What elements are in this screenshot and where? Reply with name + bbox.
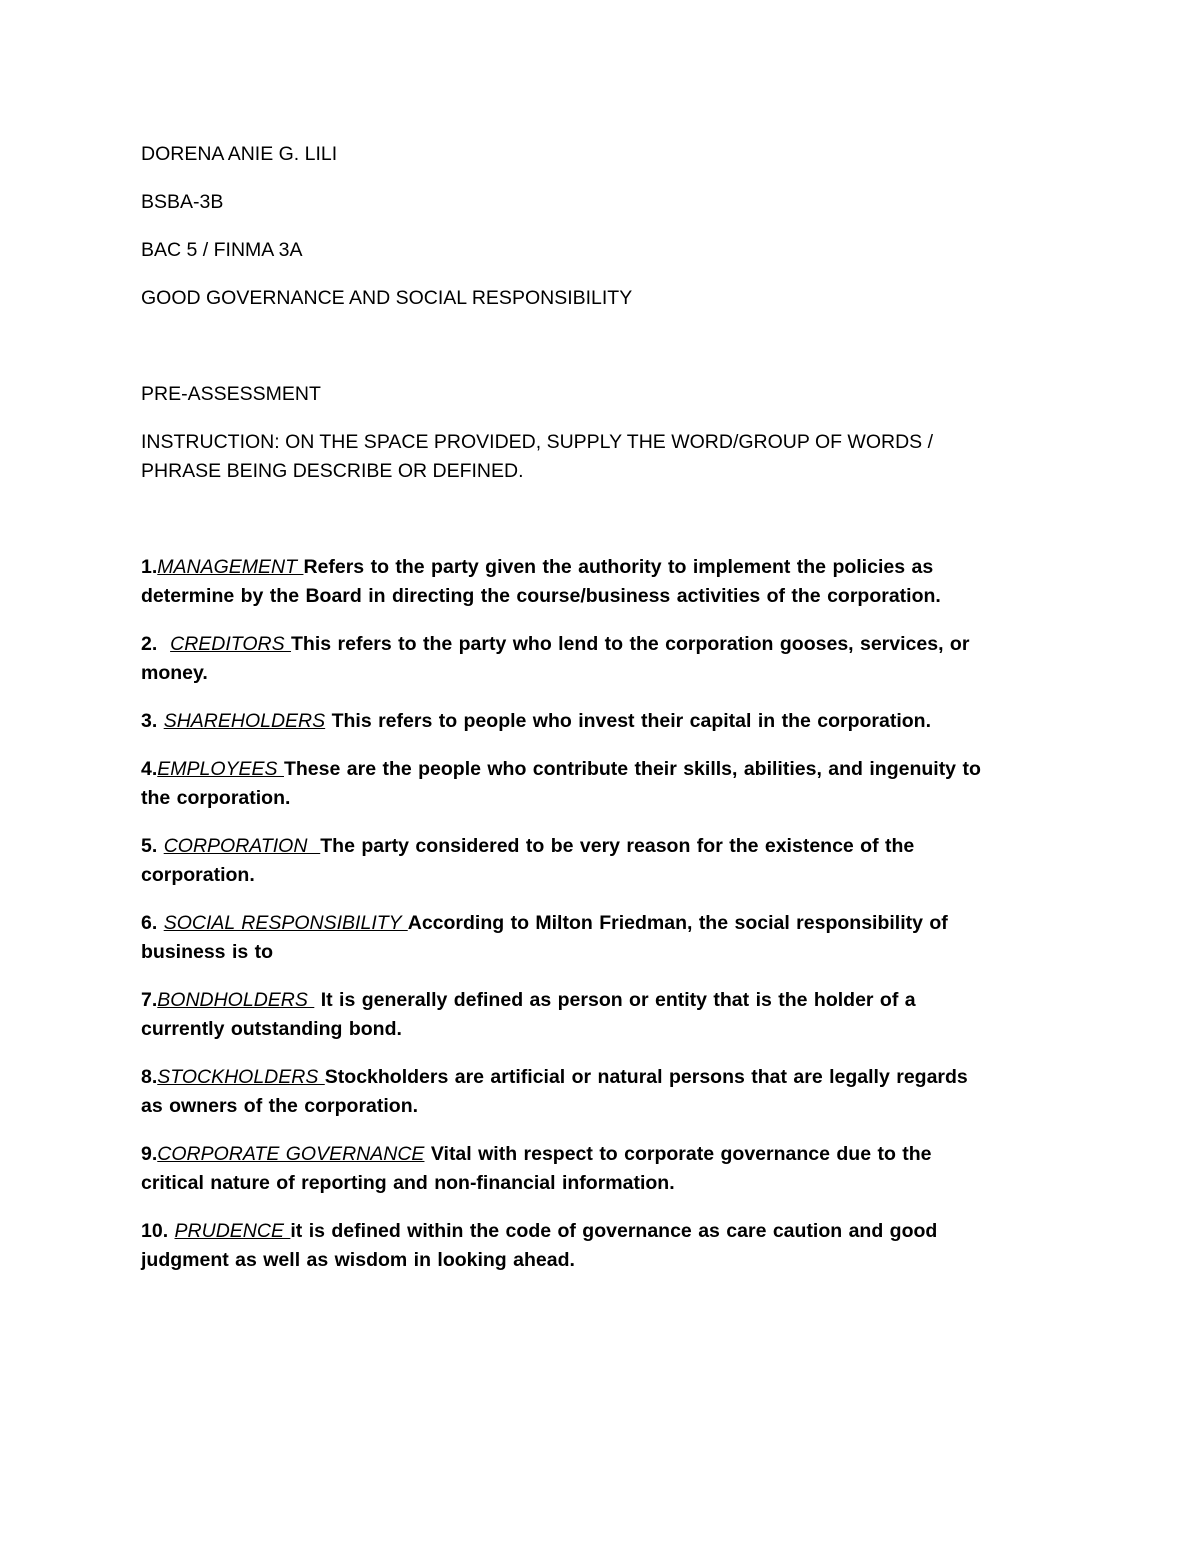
pre-assessment-heading: PRE-ASSESSMENT bbox=[141, 383, 321, 405]
definition-line-2: business is to bbox=[141, 941, 274, 963]
question-item bbox=[141, 755, 1071, 813]
answer-text: STOCKHOLDERS bbox=[157, 1066, 325, 1088]
definition-line-1: it is defined within the code of governance as care caution and good bbox=[290, 1220, 938, 1242]
answer-text: CORPORATION bbox=[163, 835, 321, 857]
definition-line-2: judgment as well as wisdom in looking ahead. bbox=[141, 1249, 575, 1271]
definition-line-1: According to Milton Friedman, the social responsibility of bbox=[407, 912, 948, 934]
instruction-line-2: PHRASE BEING DESCRIBE OR DEFINED. bbox=[141, 460, 524, 482]
instruction-text bbox=[141, 428, 1071, 486]
answer-text: SOCIAL RESPONSIBILITY bbox=[163, 912, 408, 934]
student-section: BSBA-3B bbox=[141, 191, 224, 213]
answer-text: BONDHOLDERS bbox=[157, 989, 315, 1011]
question-item bbox=[141, 707, 1071, 736]
student-name: DORENA ANIE G. LILI bbox=[141, 143, 338, 165]
question-item bbox=[141, 1217, 1071, 1275]
question-number: 1. bbox=[141, 556, 158, 578]
definition-line-1: Refers to the party given the authority to implement the policies as bbox=[303, 556, 934, 578]
question-number: 7. bbox=[141, 989, 158, 1011]
question-list bbox=[141, 553, 1071, 1275]
document-body bbox=[141, 140, 1071, 1294]
answer-text: CORPORATE GOVERNANCE bbox=[157, 1143, 425, 1165]
question-item bbox=[141, 909, 1071, 967]
definition-line-1: The party considered to be very reason for the existence of the bbox=[320, 835, 915, 857]
definition-line-2: critical nature of reporting and non-financial information. bbox=[141, 1172, 675, 1194]
definition-line-2: the corporation. bbox=[141, 787, 291, 809]
definition-line-2: currently outstanding bond. bbox=[141, 1018, 402, 1040]
answer-text: EMPLOYEES bbox=[157, 758, 284, 780]
question-number: 5. bbox=[141, 835, 164, 857]
definition-line-2: corporation. bbox=[141, 864, 255, 886]
definition-line-1: This refers to people who invest their capital in the corporation. bbox=[325, 710, 932, 732]
answer-text: MANAGEMENT bbox=[157, 556, 304, 578]
question-number: 9. bbox=[141, 1143, 158, 1165]
definition-line-2: determine by the Board in directing the course/business activities of the corporation. bbox=[141, 585, 941, 607]
definition-line-1: Vital with respect to corporate governance due to the bbox=[424, 1143, 932, 1165]
question-number: 2. bbox=[141, 633, 171, 655]
question-number: 6. bbox=[141, 912, 164, 934]
definition-line-2: money. bbox=[141, 662, 208, 684]
question-item bbox=[141, 630, 1071, 688]
question-item bbox=[141, 1063, 1071, 1121]
question-number: 3. bbox=[141, 710, 164, 732]
subject-title: GOOD GOVERNANCE AND SOCIAL RESPONSIBILITY bbox=[141, 287, 633, 309]
definition-line-2: as owners of the corporation. bbox=[141, 1095, 419, 1117]
definition-line-1: These are the people who contribute their skills, abilities, and ingenuity to bbox=[283, 758, 981, 780]
question-item bbox=[141, 1140, 1071, 1198]
answer-text: SHAREHOLDERS bbox=[163, 710, 326, 732]
definition-line-1: It is generally defined as person or entity that is the holder of a bbox=[314, 989, 916, 1011]
question-item bbox=[141, 986, 1071, 1044]
question-item bbox=[141, 832, 1071, 890]
question-item bbox=[141, 553, 1071, 611]
instruction-line-1: INSTRUCTION: ON THE SPACE PROVIDED, SUPPLY THE WORD/GROUP OF WORDS / bbox=[141, 431, 934, 453]
student-header bbox=[141, 140, 1071, 313]
answer-text: PRUDENCE bbox=[174, 1220, 291, 1242]
question-number: 8. bbox=[141, 1066, 158, 1088]
definition-line-1: Stockholders are artificial or natural persons that are legally regards bbox=[324, 1066, 968, 1088]
question-number: 10. bbox=[141, 1220, 175, 1242]
course-code: BAC 5 / FINMA 3A bbox=[141, 239, 303, 261]
question-number: 4. bbox=[141, 758, 158, 780]
answer-text: CREDITORS bbox=[170, 633, 292, 655]
definition-line-1: This refers to the party who lend to the corporation gooses, services, or bbox=[291, 633, 970, 655]
